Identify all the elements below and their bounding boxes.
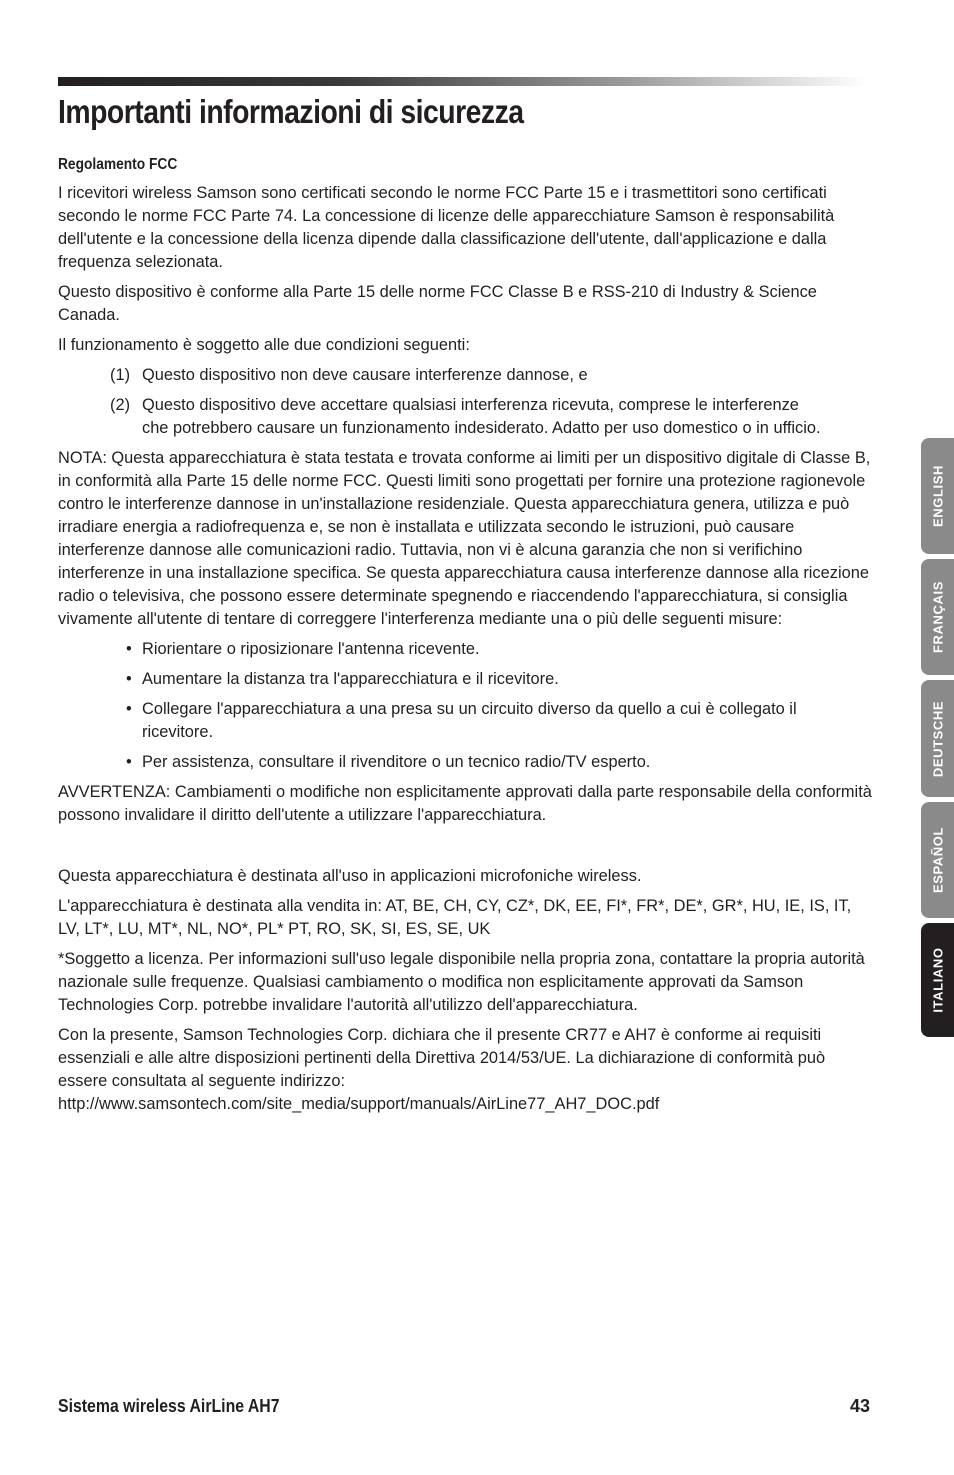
tab-espanol[interactable] [921, 802, 954, 918]
tab-francais[interactable] [921, 559, 954, 675]
tab-italiano[interactable] [921, 923, 954, 1037]
condition-number: (1) [110, 366, 131, 384]
tab-label: DEUTSCHE [930, 700, 945, 777]
bullet-icon: • [126, 753, 132, 771]
condition-item [110, 364, 873, 387]
page-title: Importanti informazioni di sicurezza [58, 93, 524, 130]
list-item [126, 751, 873, 774]
paragraph-compliance: Questo dispositivo è conforme alla Parte 15 delle norme FCC Classe B e RSS-210 di Industry & Science Canada. [58, 283, 817, 324]
tab-english[interactable] [921, 438, 954, 554]
spacer [58, 834, 873, 865]
condition-text: Questo dispositivo non deve causare interferenze dannose, e [142, 366, 588, 384]
footer-page-number: 43 [849, 1396, 870, 1416]
list-item [126, 638, 873, 661]
list-item-text: Aumentare la distanza tra l'apparecchiatura e il ricevitore. [142, 670, 559, 688]
paragraph-conditions-intro: Il funzionamento è soggetto alle due condizioni seguenti: [58, 336, 470, 354]
bullet-icon: • [126, 700, 132, 718]
bullet-icon: • [126, 670, 132, 688]
condition-item [110, 394, 873, 440]
paragraph-sale-countries: L'apparecchiatura è destinata alla vendita in: AT, BE, CH, CY, CZ*, DK, EE, FI*, FR*, DE*, GR*, HU, IE, IS, IT, LV, LT*, LU, MT*, NL, NO*, PL* PT, RO, SK, SI, ES, SE, UK [58, 897, 852, 938]
tab-deutsche[interactable] [921, 680, 954, 797]
list-item [126, 668, 873, 691]
tab-label: FRANÇAIS [930, 581, 945, 653]
tab-label: ITALIANO [930, 947, 945, 1013]
paragraph-nota: NOTA: Questa apparecchiatura è stata testata e trovata conforme ai limiti per un dispositivo digitale di Classe B, in conformità alla Parte 15 delle norme FCC. Questi limiti sono progettati per fornire una protezione ragionevole contro le interferenze dannose in un'installazione residenziale. Questa apparecchiatura genera, utilizza e può irradiare energia a radiofrequenza e, se non è installata e utilizzata secondo le istruzioni, può causare interferenze dannose alle comunicazioni radio. Tuttavia, non vi è alcuna garanzia che non si verifichino interferenze in una installazione specifica. Se questa apparecchiatura causa interferenze dannose alla ricezione radio o televisiva, che possono essere determinate spegnendo e riaccendendo l'apparecchiatura, si consiglia vivamente all'utente di tentare di correggere l'interferenza mediante una o più delle seguenti misure: [58, 449, 871, 628]
measures-list [58, 638, 873, 774]
list-item-text: Riorientare o riposizionare l'antenna ricevente. [142, 640, 480, 658]
section-heading: Regolamento FCC [58, 156, 178, 173]
page-content [58, 153, 873, 1123]
header-gradient-rule [58, 77, 866, 86]
bullet-icon: • [126, 640, 132, 658]
condition-text: Questo dispositivo deve accettare qualsiasi interferenza ricevuta, comprese le interferenze che potrebbero causare un funzionamento indesiderato. Adatto per uso domestico o in ufficio. [142, 396, 821, 437]
paragraph-licensing: I ricevitori wireless Samson sono certificati secondo le norme FCC Parte 15 e i trasmettitori sono certificati secondo le norme FCC Parte 74. La concessione di licenze delle apparecchiature Samson è responsabilità dell'utente e la concessione della licenza dipende dalla classificazione dell'utente, dall'applicazione e dalla frequenza selezionata. [58, 184, 835, 271]
paragraph-avvertenza: AVVERTENZA: Cambiamenti o modifiche non esplicitamente approvati dalla parte responsabile della conformità possono invalidare il diritto dell'utente a utilizzare l'apparecchiatura. [58, 783, 872, 824]
list-item-text: Collegare l'apparecchiatura a una presa su un circuito diverso da quello a cui è collegato il ricevitore. [142, 700, 797, 741]
list-item-text: Per assistenza, consultare il rivenditore o un tecnico radio/TV esperto. [142, 753, 651, 771]
tab-label: ENGLISH [930, 465, 945, 527]
paragraph-declaration [58, 1024, 873, 1116]
footer-product-name: Sistema wireless AirLine AH7 [58, 1396, 280, 1416]
declaration-url: http://www.samsontech.com/site_media/support/manuals/AirLine77_AH7_DOC.pdf [58, 1095, 660, 1113]
list-item [126, 698, 873, 744]
condition-number: (2) [110, 396, 131, 414]
paragraph-intended-use: Questa apparecchiatura è destinata all'uso in applicazioni microfoniche wireless. [58, 867, 642, 885]
declaration-text: Con la presente, Samson Technologies Corp. dichiara che il presente CR77 e AH7 è conforme ai requisiti essenziali e alle altre disposizioni pertinenti della Direttiva 2014/53/UE. La dichiarazione di conformità può essere consultata al seguente indirizzo: [58, 1026, 826, 1090]
paragraph-license-note: *Soggetto a licenza. Per informazioni sull'uso legale disponibile nella propria zona, contattare la propria autorità nazionale sulle frequenze. Qualsiasi cambiamento o modifica non esplicitamente approvati da Samson Technologies Corp. potrebbe invalidare l'autorità all'utilizzo dell'apparecchiatura. [58, 950, 865, 1014]
tab-label: ESPAÑOL [930, 826, 945, 894]
